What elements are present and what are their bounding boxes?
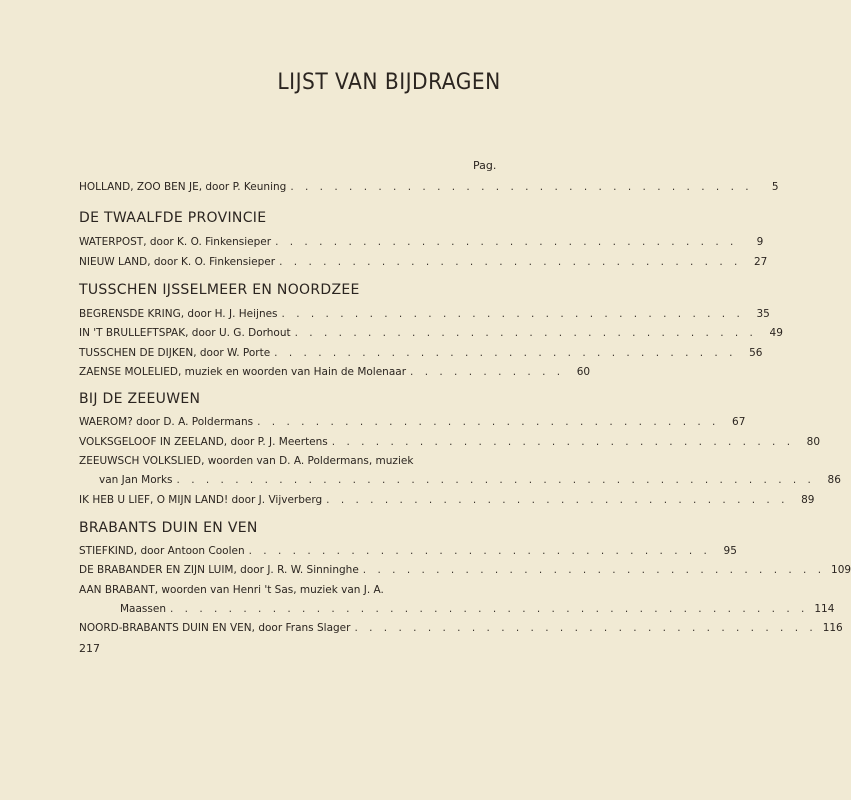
- section-heading: DE TWAALFDE PROVINCIE: [79, 210, 267, 226]
- toc-entry: STIEFKIND, door Antoon Coolen . . . . . . . . . . . . . . . . . . . . . . . . . . . . . . . . 95: [79, 545, 737, 557]
- toc-entry: WATERPOST, door K. O. Finkensieper . . . . . . . . . . . . . . . . . . . . . . . . . . . . . . . . 9: [79, 236, 764, 248]
- toc-entry: ZAENSE MOLELIED, muziek en woorden van Hain de Molenaar . . . . . . . . . . . 60: [79, 366, 591, 378]
- page-title: LIJST VAN BIJDRAGEN: [277, 70, 501, 95]
- toc-entry: VOLKSGELOOF IN ZEELAND, door P. J. Meertens . . . . . . . . . . . . . . . . . . . . . . . . . . . . . . . . 80: [79, 436, 821, 448]
- toc-entry: IK HEB U LIEF, O MIJN LAND! door J. Vijverberg . . . . . . . . . . . . . . . . . . . . . . . . . . . . . . . . 89: [79, 494, 815, 506]
- section-heading: TUSSCHEN IJSSELMEER EN NOORDZEE: [79, 282, 360, 298]
- toc-entry: BEGRENSDE KRING, door H. J. Heijnes . . . . . . . . . . . . . . . . . . . . . . . . . . . . . . . . 35: [79, 308, 770, 320]
- toc-entry: NOORD-BRABANTS DUIN EN VEN, door Frans Slager . . . . . . . . . . . . . . . . . . . . . . . . . . . . . . . . 116: [79, 622, 843, 634]
- toc-entry: IN 'T BRULLEFTSPAK, door U. G. Dorhout . . . . . . . . . . . . . . . . . . . . . . . . . . . . . . . . 49: [79, 327, 783, 339]
- toc-entry: van Jan Morks . . . . . . . . . . . . . . . . . . . . . . . . . . . . . . . . . . . . . . . . . . . . 86: [99, 474, 841, 486]
- toc-entry: TUSSCHEN DE DIJKEN, door W. Porte . . . . . . . . . . . . . . . . . . . . . . . . . . . . . . . . 56: [79, 347, 763, 359]
- toc-entry: DE BRABANDER EN ZIJN LUIM, door J. R. W. Sinninghe . . . . . . . . . . . . . . . . . . . . . . . . . . . . . . . . 109: [79, 564, 851, 576]
- toc-entry: Maassen . . . . . . . . . . . . . . . . . . . . . . . . . . . . . . . . . . . . . . . . . . . . 114: [120, 603, 835, 615]
- toc-entry: NIEUW LAND, door K. O. Finkensieper . . . . . . . . . . . . . . . . . . . . . . . . . . . . . . . . 27: [79, 256, 768, 268]
- section-heading: BIJ DE ZEEUWEN: [79, 391, 201, 407]
- page-number: 217: [79, 642, 100, 655]
- toc-entry: WAEROM? door D. A. Poldermans . . . . . . . . . . . . . . . . . . . . . . . . . . . . . . . . 67: [79, 416, 746, 428]
- toc-entry-line: ZEEUWSCH VOLKSLIED, woorden van D. A. Poldermans, muziek: [79, 455, 414, 467]
- section-heading: BRABANTS DUIN EN VEN: [79, 520, 258, 536]
- toc-entry: HOLLAND, ZOO BEN JE, door P. Keuning . . . . . . . . . . . . . . . . . . . . . . . . . . . . . . . . 5: [79, 181, 779, 193]
- toc-entry-line: AAN BRABANT, woorden van Henri 't Sas, muziek van J. A.: [79, 584, 384, 596]
- page-column-header: Pag.: [473, 159, 497, 172]
